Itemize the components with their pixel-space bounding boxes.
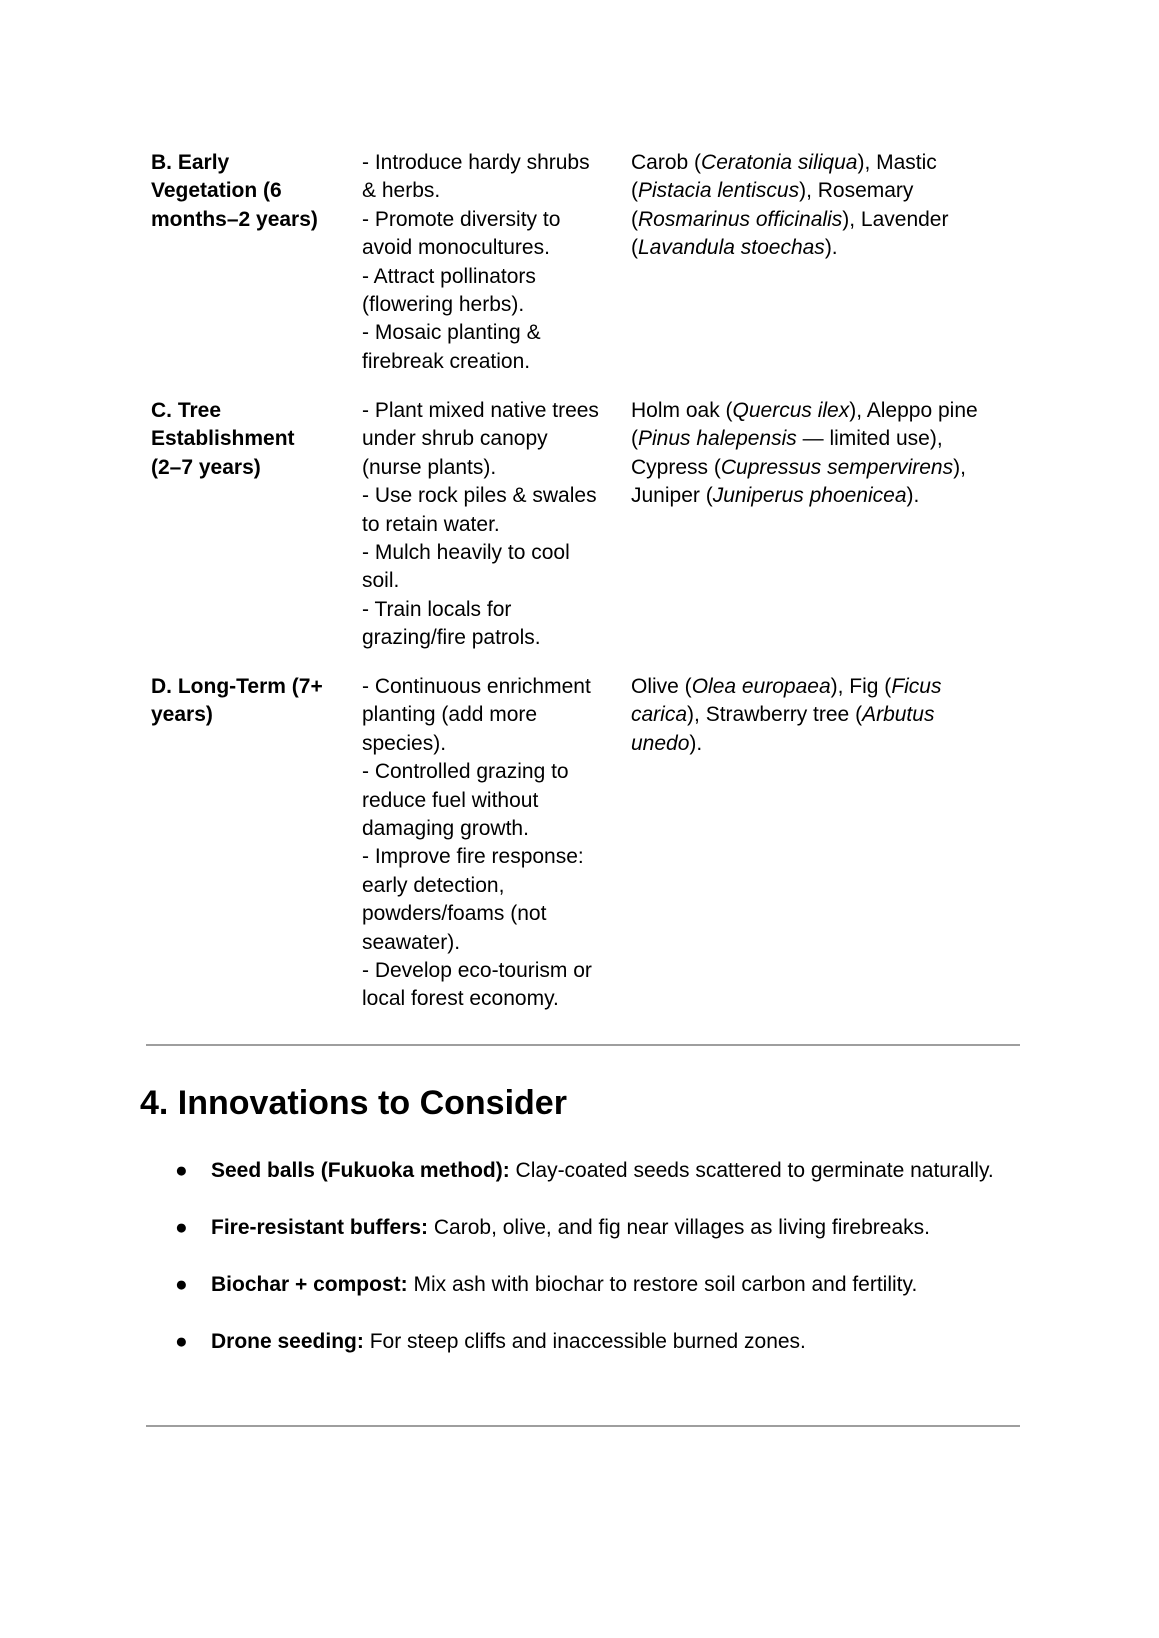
list-item-label: Seed balls (Fukuoka method): [211,1159,510,1182]
list-item-text: Clay-coated seeds scattered to germinate naturally. [509,1159,994,1182]
species-line [631,177,1021,205]
action-line: powders/foams (not [362,902,547,926]
action-line: - Use rock piles & swales [362,484,597,508]
species-line [631,149,1021,177]
species-line [631,206,1021,234]
species-scientific-name: Arbutus [862,703,935,727]
phase-cell [151,673,356,730]
action-line: soil. [362,569,400,593]
phase-line: (2–7 years) [151,455,261,479]
species-text: ( [631,207,638,231]
action-line: - Mulch heavily to cool [362,541,570,565]
section-heading: 4. Innovations to Consider [140,1084,567,1122]
phase-line: years) [151,703,213,727]
species-scientific-name: Ceratonia siliqua [701,151,858,174]
species-line [631,673,1021,701]
action-line: firebreak creation. [362,349,531,373]
species-scientific-name: carica [631,703,688,727]
species-text: — limited use), [796,427,943,451]
phase-line: months–2 years) [151,207,318,231]
phase-line: Establishment [151,427,295,451]
species-text: ( [631,236,638,260]
action-line: local forest economy. [362,987,559,1011]
list-item-text: Mix ash with biochar to restore soil carbon and fertility. [407,1273,918,1296]
list-item-label: Fire-resistant buffers: [211,1216,429,1239]
species-scientific-name: Ficus [891,675,942,698]
species-line [631,425,1021,453]
list-item-text: Carob, olive, and fig near villages as living firebreaks. [428,1216,930,1239]
bullet-icon: ● [175,1273,188,1296]
species-text: ), Rosemary [799,179,914,203]
species-text: ). [906,484,920,508]
species-text: ), Lavender [842,207,949,231]
species-line [631,482,1021,510]
actions-cell [362,149,612,376]
bullet-icon: ● [175,1159,188,1182]
species-text: Juniper ( [631,484,713,508]
action-line: - Introduce hardy shrubs [362,151,590,174]
species-scientific-name: Pinus halepensis [638,427,797,451]
action-line: planting (add more [362,703,538,727]
action-line: reduce fuel without [362,788,539,812]
species-text: ( [631,427,638,451]
action-line: damaging growth. [362,817,529,841]
bullet-icon: ● [175,1216,188,1239]
list-item-label: Biochar + compost: [211,1273,408,1296]
phase-line: Vegetation (6 [151,179,282,203]
action-line: - Mosaic planting & [362,321,541,345]
phase-line: D. Long-Term (7+ [151,675,323,698]
actions-cell [362,673,612,1014]
action-line: avoid monocultures. [362,236,550,260]
species-scientific-name: Lavandula stoechas [638,236,825,260]
species-text: ), Strawberry tree ( [687,703,863,727]
species-text: ), Mastic [857,151,937,174]
phase-line: B. Early [151,151,230,174]
action-line: - Attract pollinators [362,264,536,288]
action-line: grazing/fire patrols. [362,626,541,650]
species-scientific-name: Pistacia lentiscus [638,179,800,203]
species-cell [631,673,1021,758]
action-line: (flowering herbs). [362,293,525,317]
list-item-text: For steep cliffs and inaccessible burned zones. [363,1330,806,1353]
list-item-content [211,1271,917,1299]
action-line: & herbs. [362,179,441,203]
action-line: - Controlled grazing to [362,760,569,784]
species-text: Carob ( [631,151,702,174]
action-line: species). [362,731,447,755]
species-text: ( [631,179,638,203]
action-line: seawater). [362,930,461,954]
list-item-content [211,1157,994,1185]
species-line [631,454,1021,482]
species-scientific-name: Juniperus phoenicea [712,484,907,508]
action-line: to retain water. [362,512,500,536]
action-line: - Develop eco-tourism or [362,959,592,983]
action-line: - Continuous enrichment [362,675,591,698]
action-line: - Plant mixed native trees [362,399,599,422]
species-line [631,397,1021,425]
species-text: ), Fig ( [830,675,892,698]
species-scientific-name: unedo [631,731,690,755]
species-scientific-name: Cupressus sempervirens [720,455,954,479]
action-line: - Improve fire response: [362,845,584,869]
species-text: ). [689,731,703,755]
species-text: Cypress ( [631,455,721,479]
species-line [631,730,1021,758]
species-cell [631,149,1021,263]
species-cell [631,397,1021,511]
species-scientific-name: Olea europaea [691,675,831,698]
phase-cell [151,149,356,234]
action-line: early detection, [362,873,505,897]
action-line: (nurse plants). [362,455,497,479]
action-line: - Train locals for [362,597,512,621]
horizontal-divider [146,1044,1020,1046]
species-line [631,234,1021,262]
horizontal-divider [146,1425,1020,1427]
species-text: Holm oak ( [631,399,733,422]
action-line: under shrub canopy [362,427,548,451]
list-item-content [211,1328,806,1356]
species-text: ), Aleppo pine [849,399,978,422]
species-text: ), [953,455,966,479]
phase-cell [151,397,356,482]
bullet-icon: ● [175,1330,188,1353]
species-line [631,701,1021,729]
list-item-label: Drone seeding: [211,1330,364,1353]
list-item-content [211,1214,930,1242]
species-text: Olive ( [631,675,692,698]
phase-line: C. Tree [151,399,222,422]
species-scientific-name: Quercus ilex [732,399,850,422]
action-line: - Promote diversity to [362,207,561,231]
species-scientific-name: Rosmarinus officinalis [638,207,843,231]
species-text: ). [824,236,838,260]
actions-cell [362,397,612,653]
